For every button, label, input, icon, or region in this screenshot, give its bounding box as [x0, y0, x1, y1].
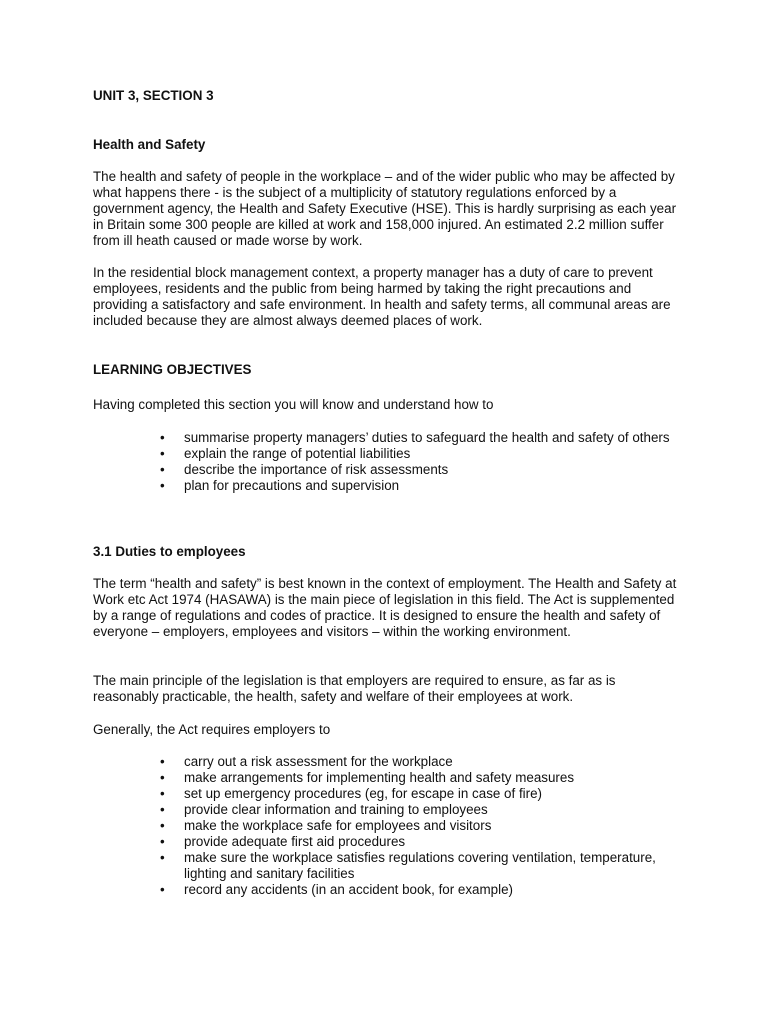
list-item-text: describe the importance of risk assessments	[184, 462, 449, 477]
list-item-text: make sure the workplace satisfies regulations covering ventilation, temperature, lighting and sanitary facilities	[184, 850, 656, 881]
list-item	[160, 770, 680, 786]
list-item	[160, 462, 680, 478]
list-item	[160, 478, 680, 494]
list-item	[160, 818, 680, 834]
learning-objectives-lead: Having completed this section you will know and understand how to	[93, 397, 494, 412]
section-heading: Health and Safety	[93, 137, 206, 152]
list-item	[160, 446, 680, 462]
bullet-icon: •	[160, 478, 165, 493]
list-item-text: plan for precautions and supervision	[184, 478, 400, 493]
intro-paragraph-1: The health and safety of people in the workplace – and of the wider public who may be affected by what happens there - is the subject of a multiplicity of statutory regulations enforced by a government agency, the Health and Safety Executive (HSE). This is hardly surprising as each year in Britain some 300 people are killed at work and 158,000 injured. An estimated 2.2 million suffer from ill heath caused or made worse by work.	[93, 169, 677, 248]
list-item-text: make the workplace safe for employees and visitors	[184, 818, 492, 833]
list-item-text: record any accidents (in an accident book, for example)	[184, 882, 513, 897]
bullet-icon: •	[160, 462, 165, 477]
unit-title: UNIT 3, SECTION 3	[93, 88, 214, 103]
duties-heading: 3.1 Duties to employees	[93, 544, 246, 559]
bullet-icon: •	[160, 882, 165, 897]
learning-objectives-list	[160, 430, 680, 494]
bullet-icon: •	[160, 786, 165, 801]
list-item-text: carry out a risk assessment for the workplace	[184, 754, 453, 769]
list-item-text: summarise property managers’ duties to safeguard the health and safety of others	[184, 430, 670, 445]
duties-paragraph-1: The term “health and safety” is best known in the context of employment. The Health and Safety at Work etc Act 1974 (HASAWA) is the main piece of legislation in this field. The Act is supplemented by a range of regulations and codes of practice. It is designed to ensure the health and safety of everyone – employers, employees and visitors – within the working environment.	[93, 576, 677, 639]
list-item-text: provide clear information and training to employees	[184, 802, 488, 817]
duties-list	[160, 754, 680, 898]
bullet-icon: •	[160, 818, 165, 833]
list-item	[160, 786, 680, 802]
bullet-icon: •	[160, 430, 165, 445]
list-item-text: set up emergency procedures (eg, for escape in case of fire)	[184, 786, 543, 801]
list-item	[160, 430, 680, 446]
intro-paragraph-2: In the residential block management context, a property manager has a duty of care to prevent employees, residents and the public from being harmed by taking the right precautions and providing a satisfactory and safe environment. In health and safety terms, all communal areas are included because they are almost always deemed places of work.	[93, 265, 671, 328]
list-item-text: explain the range of potential liabilities	[184, 446, 411, 461]
list-item	[160, 802, 680, 818]
bullet-icon: •	[160, 446, 165, 461]
bullet-icon: •	[160, 754, 165, 769]
bullet-icon: •	[160, 834, 165, 849]
bullet-icon: •	[160, 802, 165, 817]
list-item	[160, 882, 680, 898]
learning-objectives-heading: LEARNING OBJECTIVES	[93, 362, 252, 377]
list-item-text: provide adequate first aid procedures	[184, 834, 406, 849]
duties-paragraph-3: Generally, the Act requires employers to	[93, 722, 331, 737]
list-item	[160, 754, 680, 770]
list-item	[160, 850, 680, 882]
list-item	[160, 834, 680, 850]
bullet-icon: •	[160, 770, 165, 785]
bullet-icon: •	[160, 850, 165, 865]
duties-paragraph-2: The main principle of the legislation is that employers are required to ensure, as far as is reasonably practicable, the health, safety and welfare of their employees at work.	[93, 673, 616, 704]
list-item-text: make arrangements for implementing health and safety measures	[184, 770, 575, 785]
